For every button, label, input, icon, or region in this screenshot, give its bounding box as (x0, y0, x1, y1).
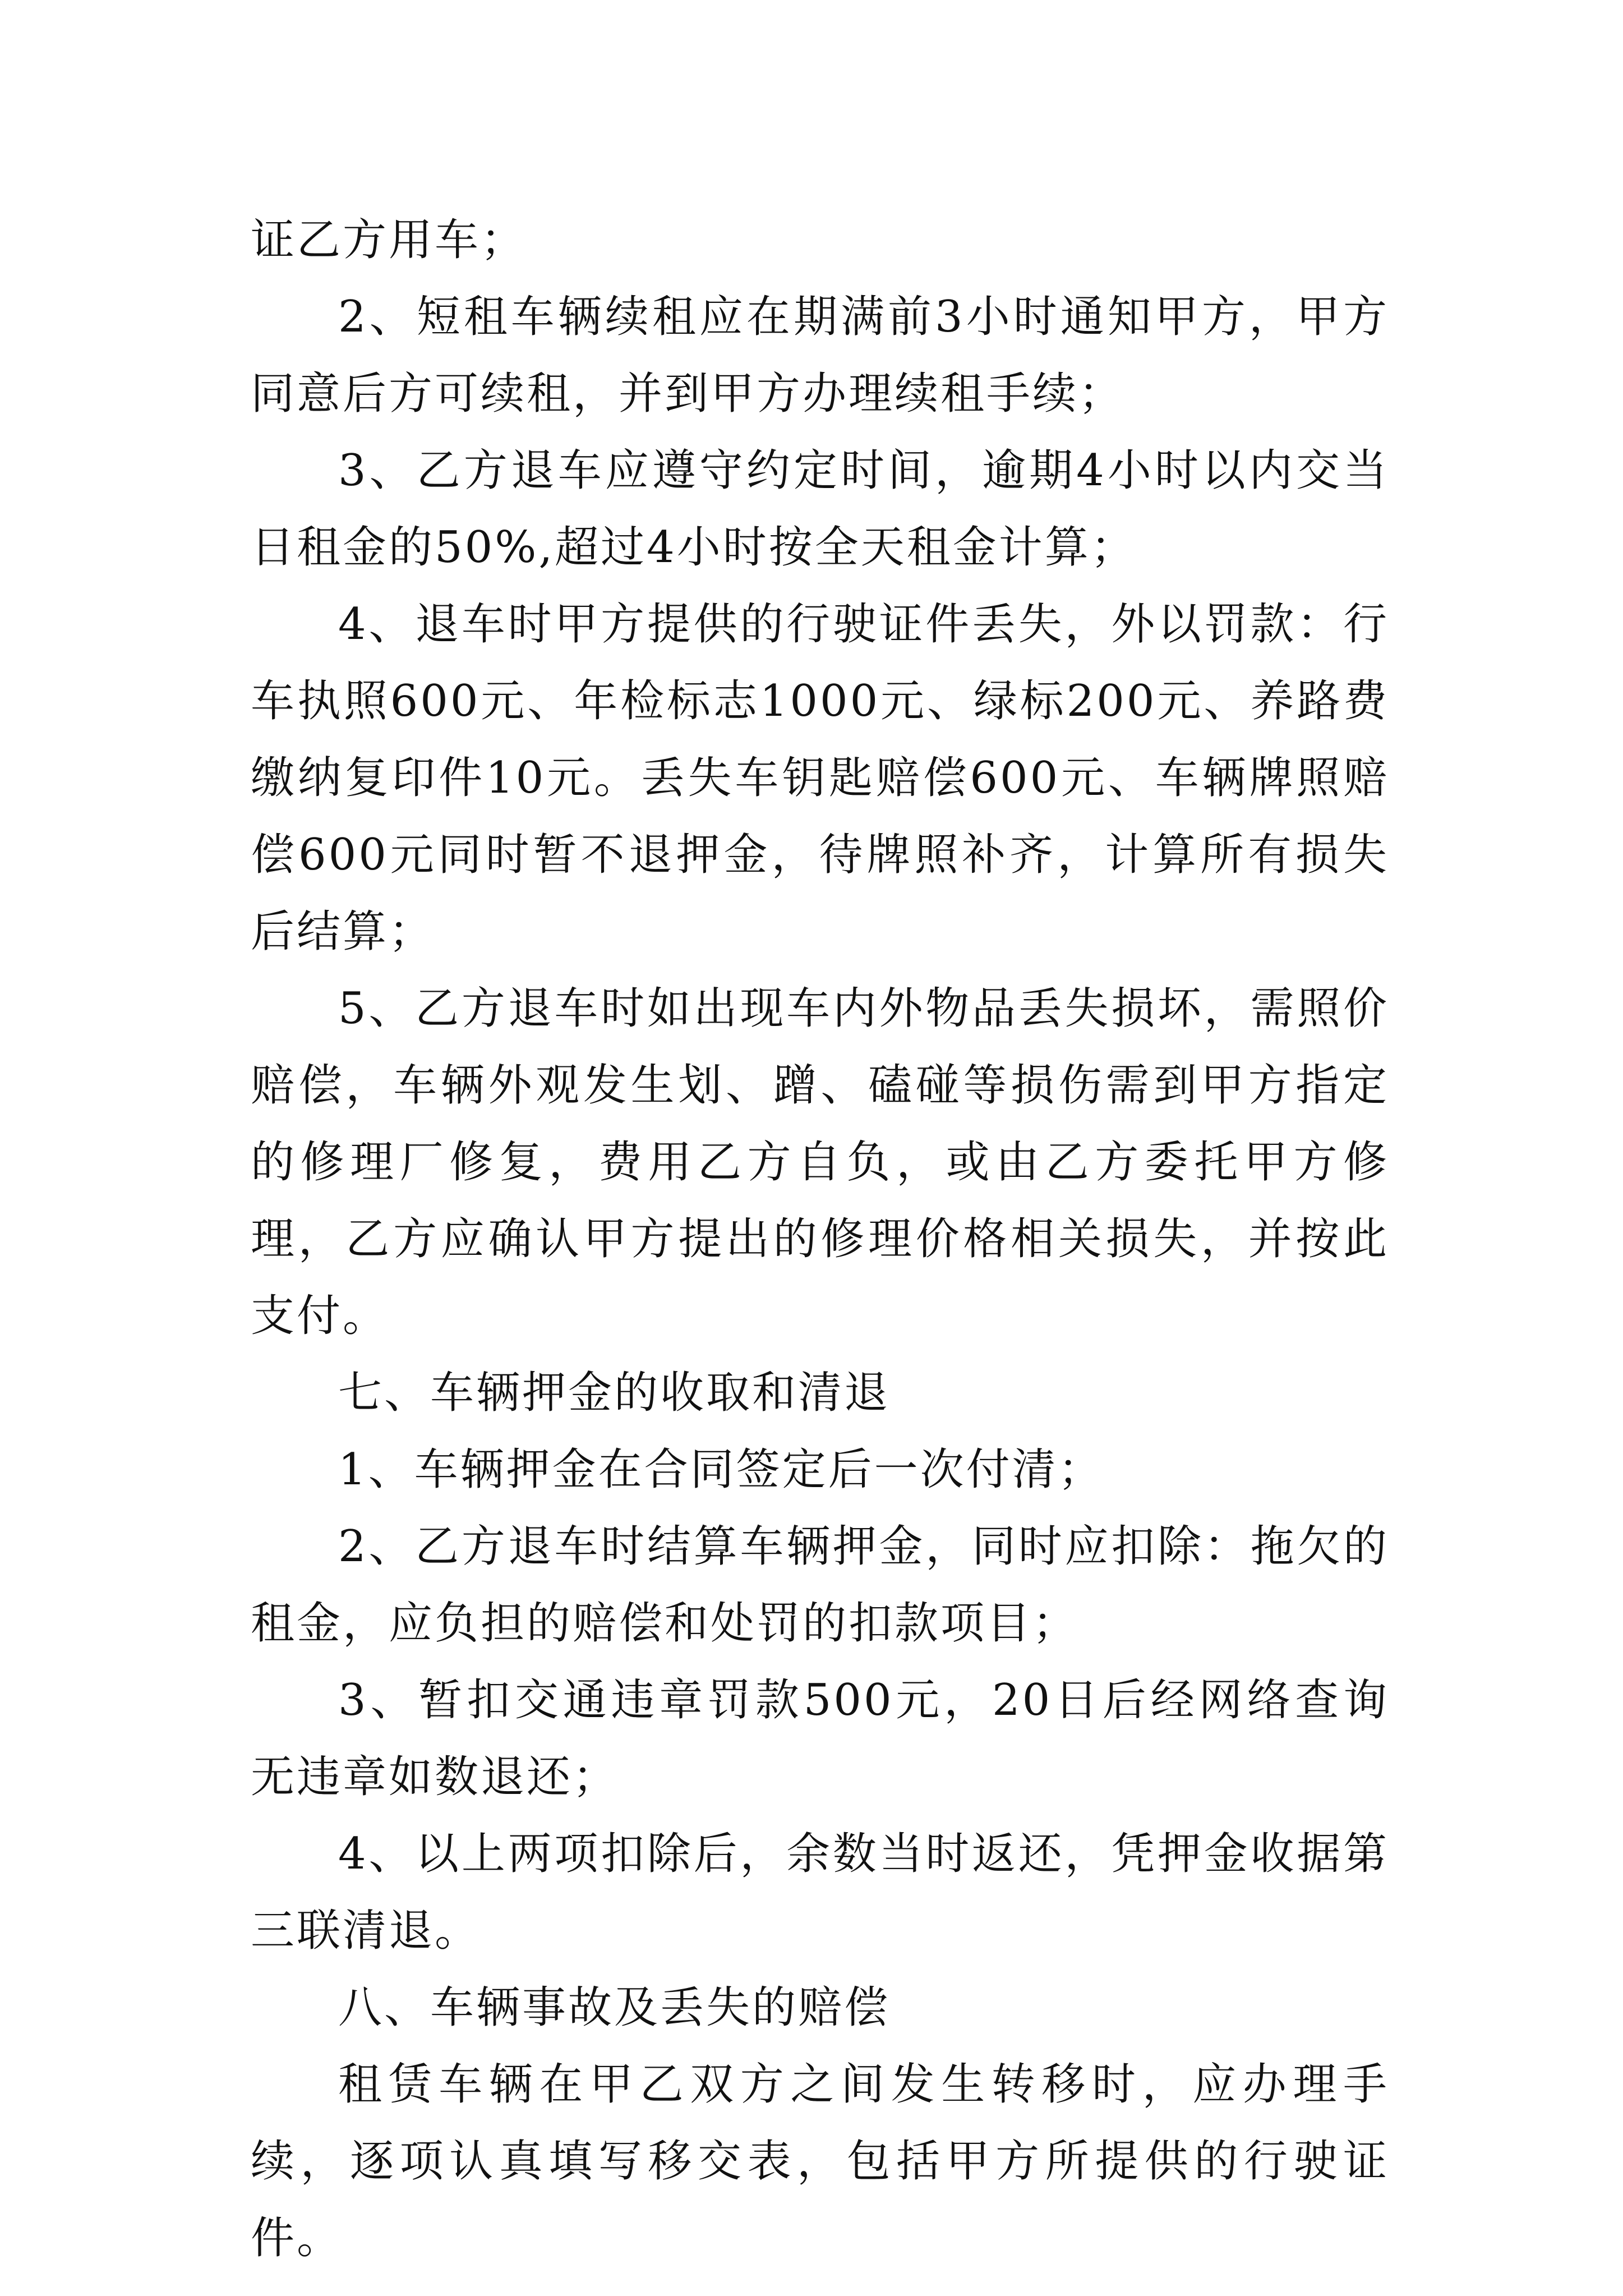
paragraph-section-8-body: 租赁车辆在甲乙双方之间发生转移时，应办理手续，逐项认真填写移交表，包括甲方所提供的行驶证件。 (251, 2059, 1389, 2263)
paragraph-clause-7-4: 4、以上两项扣除后，余数当时返还，凭押金收据第三联清退。 (251, 1829, 1389, 1956)
paragraph-clause-6-4: 4、退车时甲方提供的行驶证件丢失，外以罚款：行车执照600元、年检标志1000元、绿标200元、养路费缴纳复印件10元。丢失车钥匙赔偿600元、车辆牌照赔偿600元同时暂不退押金，待牌照补齐，计算所有损失后结算； (251, 599, 1389, 957)
document-body (251, 202, 1389, 2277)
paragraph-clause-7-2: 2、乙方退车时结算车辆押金，同时应扣除：拖欠的租金，应负担的赔偿和处罚的扣款项目； (251, 1521, 1389, 1649)
paragraph-clause-6-2: 2、短租车辆续租应在期满前3小时通知甲方，甲方同意后方可续租，并到甲方办理续租手续； (251, 292, 1389, 419)
section-heading-7: 七、车辆押金的收取和清退 (338, 1368, 891, 1418)
paragraph-clause-6-3: 3、乙方退车应遵守约定时间，逾期4小时以内交当日租金的50%,超过4小时按全天租金计算； (251, 445, 1389, 573)
paragraph-clause-7-1: 1、车辆押金在合同签定后一次付清； (338, 1444, 1104, 1495)
section-heading-8: 八、车辆事故及丢失的赔偿 (338, 1982, 891, 2033)
paragraph-clause-6-5: 5、乙方退车时如出现车内外物品丢失损坏，需照价赔偿，车辆外观发生划、蹭、磕碰等损伤需到甲方指定的修理厂修复，费用乙方自负，或由乙方委托甲方修理，乙方应确认甲方提出的修理价格相关损失，并按此支付。 (251, 983, 1389, 1341)
paragraph-continuation: 证乙方用车； (251, 215, 527, 265)
paragraph-clause-7-3: 3、暂扣交通违章罚款500元，20日后经网络查询无违章如数退还； (251, 1675, 1389, 1802)
